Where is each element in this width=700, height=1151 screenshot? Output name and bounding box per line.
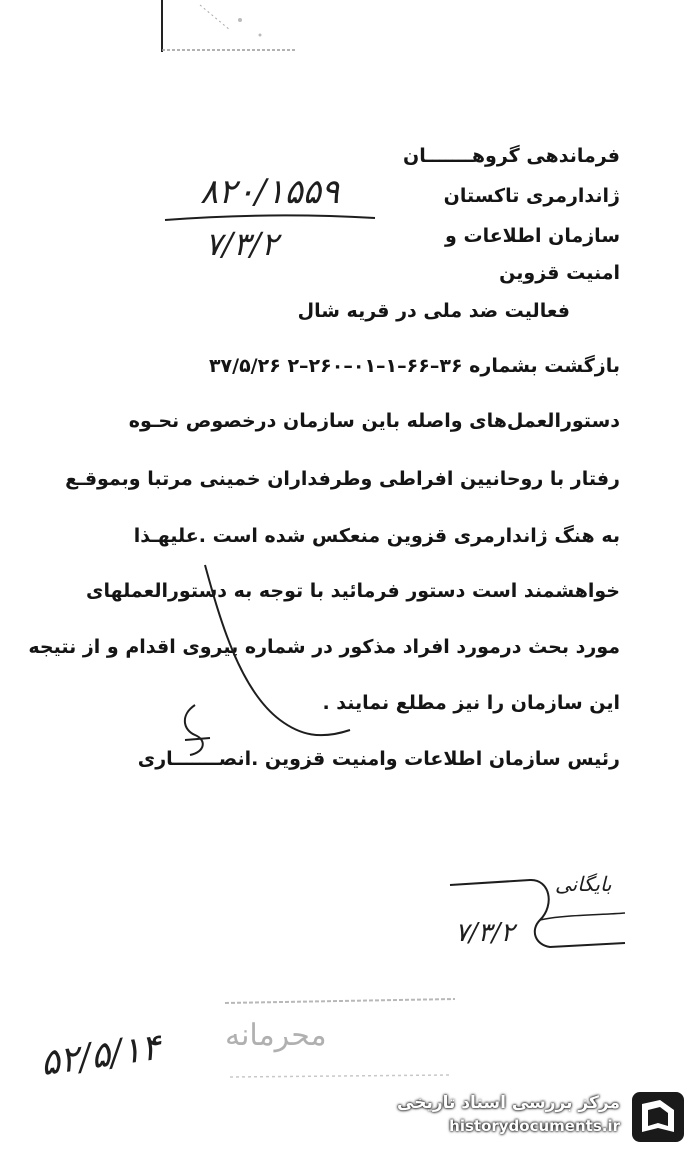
stamp-text: محرمانه [225, 1018, 327, 1053]
scan-artifact-top [150, 0, 300, 60]
body-line-4: خواهشمند است دستور فرمائید با توجه به دستورالعملهای [86, 580, 620, 602]
body-line-5: مورد بحث درمورد افراد مذکور در شماره پیروی اقدام و از نتیجه [28, 636, 620, 658]
margin-note-line-1: بایگانی [555, 872, 612, 896]
recipient-line-4: امنیت قزوین [499, 262, 620, 284]
watermark-persian-text: مرکز بررسی اسناد تاریخی [397, 1093, 620, 1113]
archive-logo-icon [628, 1088, 688, 1146]
subject-line: فعالیت ضد ملی در قریه شال [297, 300, 570, 322]
handwritten-reference-code: ۷/۳/۲ [205, 225, 279, 263]
recipient-line-2: ژاندارمری تاکستان [443, 185, 620, 207]
body-line-3: به هنگ ژاندارمری قزوین منعکس شده است .علیهـذا [133, 525, 620, 547]
margin-note-line-2: ۷/۳/۲ [455, 918, 515, 948]
reference-line: بازگشت بشماره ۳۶–۶۶–۱–۰۱–۲۶۰–۲ ۳۷/۵/۲۶ [208, 355, 620, 377]
handwritten-reference-number: ۸۲۰/۱۵۵۹ [200, 172, 340, 212]
recipient-line-1: فرماندهی گروهـــــــان [403, 145, 620, 167]
body-line-1: دستورالعمل‌های واصله باین سازمان درخصوص نحـوه [128, 410, 620, 432]
handwritten-diagonal-stroke [200, 560, 360, 760]
body-line-6: این سازمان را نیز مطلع نمایند . [322, 692, 620, 714]
recipient-line-3: سازمان اطلاعات و [445, 225, 620, 247]
signature-line: رئیس سازمان اطلاعات وامنیت قزوین .انصـــــــاری [137, 748, 620, 770]
watermark-website-text: historydocuments.ir [449, 1117, 620, 1135]
body-line-2: رفتار با روحانیین افراطی وطرفداران خمینی مرتبا وبموقـع [65, 468, 620, 490]
handwritten-date: ۵۲/۵/۱۴ [37, 1026, 164, 1085]
